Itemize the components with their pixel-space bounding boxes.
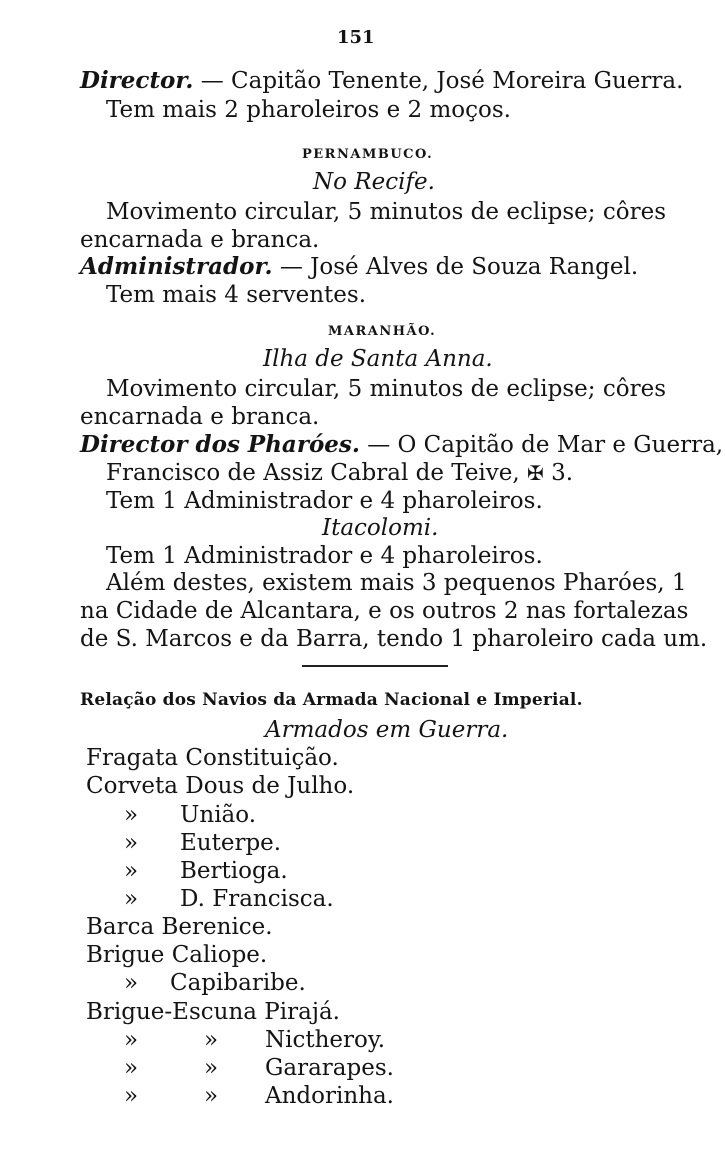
ditto-mark: »	[124, 886, 139, 912]
ship-euterpe: Euterpe.	[180, 830, 282, 856]
navios-heading: Relação dos Navios da Armada Nacional e Imperial.	[80, 690, 583, 710]
director-pharoes-line	[80, 431, 724, 459]
ditto-mark: »	[204, 1083, 219, 1109]
administrador-text: — José Alves de Souza Rangel.	[279, 254, 639, 280]
ditto-mark: »	[204, 1055, 219, 1081]
location-itacolomi: Itacolomi.	[322, 515, 439, 541]
movement-line-2: encarnada e branca.	[80, 227, 320, 253]
location-no-recife: No Recife.	[313, 169, 435, 195]
ship-corveta: Corveta Dous de Julho.	[86, 773, 355, 799]
administrador-label: Administrador.	[80, 253, 273, 280]
ship-uniao: União.	[180, 802, 257, 828]
ship-nictheroy: Nictheroy.	[265, 1027, 386, 1053]
ditto-mark: »	[124, 802, 139, 828]
ship-escuna: Brigue-Escuna Pirajá.	[86, 999, 340, 1025]
tem-administrador-1: Tem 1 Administrador e 4 pharoleiros.	[106, 488, 543, 514]
section-divider	[302, 665, 448, 667]
tem-administrador-2: Tem 1 Administrador e 4 pharoleiros.	[106, 543, 543, 569]
movement-line-4: encarnada e branca.	[80, 404, 320, 430]
administrador-line	[80, 253, 638, 281]
tem-mais-pharoleiros: Tem mais 2 pharoleiros e 2 moços.	[106, 97, 511, 123]
navios-subheading: Armados em Guerra.	[265, 717, 509, 743]
movement-line-1: Movimento circular, 5 minutos de eclipse; côres	[106, 199, 666, 225]
ditto-mark: »	[124, 1083, 139, 1109]
director-text: — Capitão Tenente, José Moreira Guerra.	[200, 68, 684, 94]
director-label: Director.	[80, 67, 194, 94]
alem-line-2: na Cidade de Alcantara, e os outros 2 nas fortalezas	[80, 598, 689, 624]
ship-capibaribe: Capibaribe.	[170, 970, 306, 996]
ditto-mark: »	[124, 1055, 139, 1081]
director-pharoes-label: Director dos Pharóes.	[80, 431, 360, 458]
ship-barca: Barca Berenice.	[86, 914, 273, 940]
alem-line-3: de S. Marcos e da Barra, tendo 1 pharoleiro cada um.	[80, 626, 708, 652]
section-maranhao: MARANHÃO.	[328, 324, 437, 339]
ditto-mark: »	[124, 830, 139, 856]
director-pharoes-text: — O Capitão de Mar e Guerra,	[367, 432, 724, 458]
ship-bertioga: Bertioga.	[180, 858, 288, 884]
ship-andorinha: Andorinha.	[265, 1083, 394, 1109]
ditto-mark: »	[124, 970, 139, 996]
movement-line-3: Movimento circular, 5 minutos de eclipse; côres	[106, 376, 666, 402]
francisco-line	[106, 459, 573, 487]
ditto-mark: »	[124, 1027, 139, 1053]
page-number: 151	[337, 27, 375, 48]
order-cross-icon: ✠	[527, 461, 544, 485]
cross-number: 3.	[551, 460, 574, 486]
ship-francisca: D. Francisca.	[180, 886, 334, 912]
tem-mais-serventes: Tem mais 4 serventes.	[106, 282, 367, 308]
francisco-text: Francisco de Assiz Cabral de Teive,	[106, 460, 520, 486]
ship-gararapes: Gararapes.	[265, 1055, 394, 1081]
location-ilha-santa-anna: Ilha de Santa Anna.	[263, 346, 493, 372]
section-pernambuco: PERNAMBUCO.	[302, 147, 434, 162]
ditto-mark: »	[124, 858, 139, 884]
director-line	[80, 67, 683, 95]
alem-line-1: Além destes, existem mais 3 pequenos Pharóes, 1	[106, 570, 687, 596]
ship-fragata: Fragata Constituição.	[86, 745, 339, 771]
ditto-mark: »	[204, 1027, 219, 1053]
ship-brigue: Brigue Caliope.	[86, 942, 268, 968]
